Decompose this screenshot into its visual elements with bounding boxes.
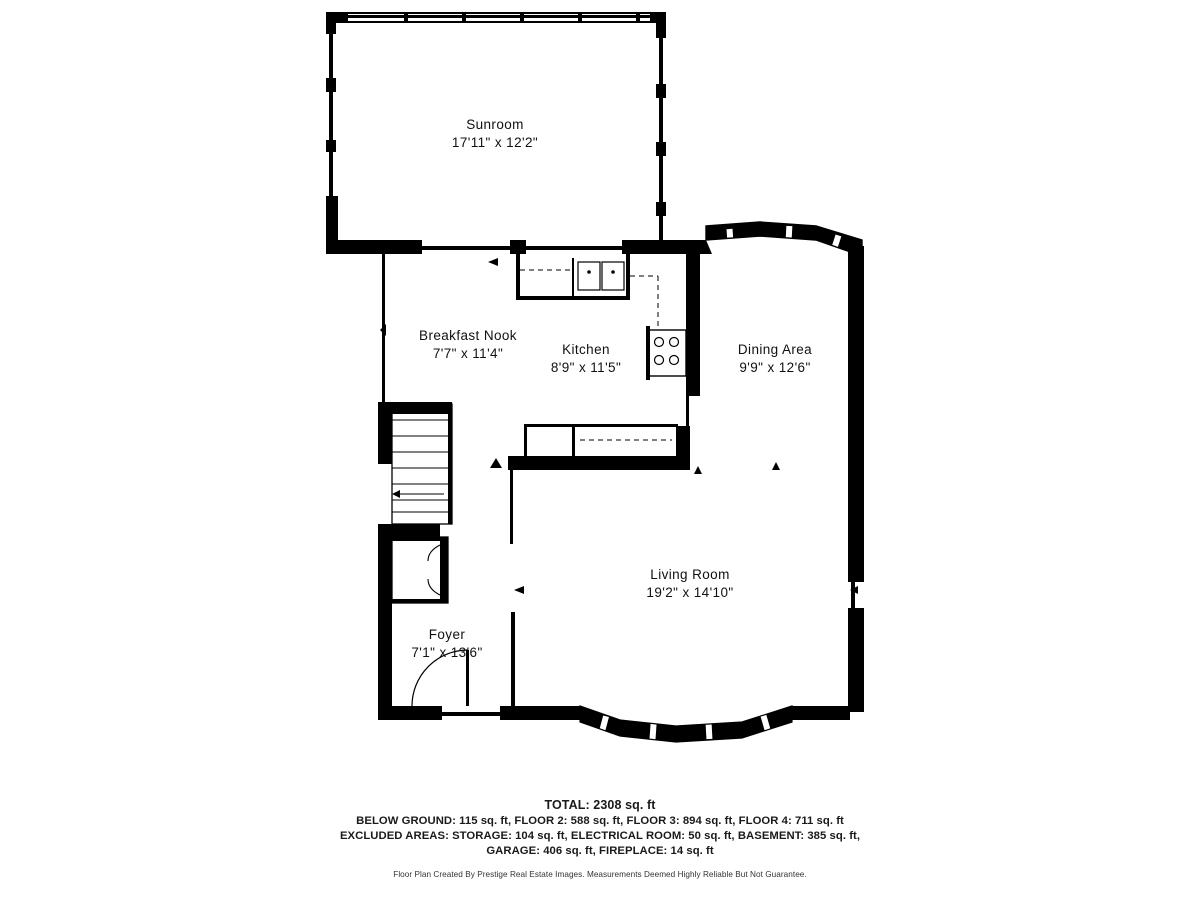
excluded-areas-line-2: GARAGE: 406 sq. ft, FIREPLACE: 14 sq. ft	[486, 844, 714, 857]
room-label	[345, 116, 645, 152]
room-dimensions: 19'2" x 14'10"	[646, 585, 734, 601]
room-dimensions: 17'11" x 12'2"	[451, 135, 539, 151]
room-dimensions: 8'9" x 11'5"	[550, 360, 622, 376]
excluded-areas-line-1: EXCLUDED AREAS: STORAGE: 104 sq. ft, ELECTRICAL ROOM: 50 sq. ft, BASEMENT: 385 sq. ft,	[339, 829, 861, 842]
room-dimensions: 7'1" x 13'6"	[411, 645, 483, 661]
room-name: Sunroom	[466, 117, 524, 132]
room-dimensions: 9'9" x 12'6"	[739, 360, 811, 376]
room-label	[297, 626, 597, 662]
room-label	[540, 566, 840, 602]
room-dimensions: 7'7" x 11'4"	[432, 346, 504, 362]
plan-footer	[0, 798, 1200, 879]
room-name: Kitchen	[562, 342, 610, 357]
floor-breakdown-line-1: BELOW GROUND: 115 sq. ft, FLOOR 2: 588 sq. ft, FLOOR 3: 894 sq. ft, FLOOR 4: 711 sq. ft	[356, 815, 844, 827]
room-name: Breakfast Nook	[419, 328, 517, 343]
room-label	[625, 341, 925, 377]
total-area-text: TOTAL: 2308 sq. ft	[544, 798, 656, 812]
room-name: Living Room	[650, 567, 730, 582]
disclaimer-text: Floor Plan Created By Prestige Real Estate Images. Measurements Deemed Highly Reliable But Not Guarantee.	[393, 869, 807, 879]
room-name: Dining Area	[737, 342, 813, 357]
room-name: Foyer	[428, 627, 466, 642]
